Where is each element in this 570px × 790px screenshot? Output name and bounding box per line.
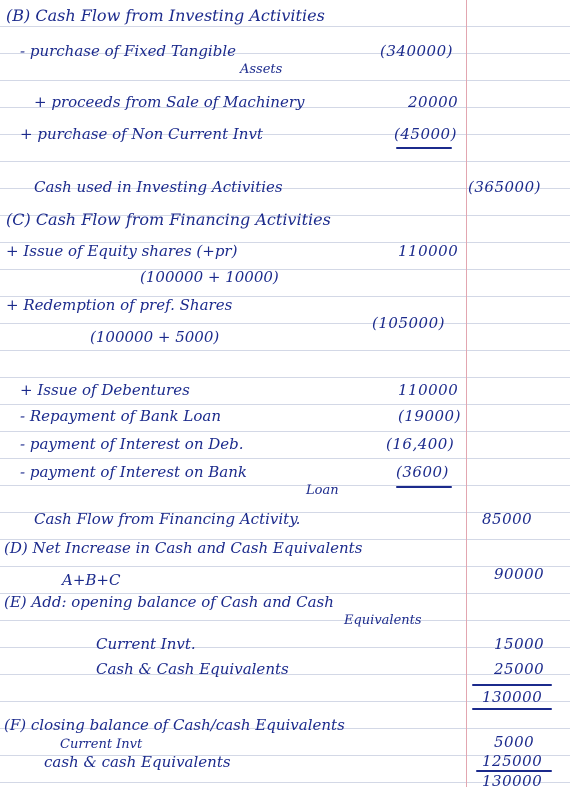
section-c-heading: (C) Cash Flow from Financing Activities xyxy=(6,210,331,229)
section-f-line2-text: cash & cash Equivalents xyxy=(44,753,231,771)
section-b-line1-sub: Assets xyxy=(240,62,283,77)
section-c-line1-sub: (100000 + 10000) xyxy=(140,268,279,286)
section-b-underline xyxy=(396,147,452,149)
section-e-line2-text: Cash & Cash Equivalents xyxy=(96,660,289,678)
section-b-line2-value: 20000 xyxy=(408,93,459,111)
section-c-line4-text: - Repayment of Bank Loan xyxy=(20,407,222,425)
section-c-line2-text: + Redemption of pref. Shares xyxy=(6,296,233,314)
section-c-line2-sub: (100000 + 5000) xyxy=(90,328,220,346)
section-c-line1-text: + Issue of Equity shares (+pr) xyxy=(6,242,238,260)
section-b-total-text: Cash used in Investing Activities xyxy=(34,178,283,196)
section-c-line6-sub: Loan xyxy=(306,483,339,498)
section-b-line2-text: + proceeds from Sale of Machinery xyxy=(34,93,305,111)
section-c-line5-text: - payment of Interest on Deb. xyxy=(20,435,244,453)
section-c-total-text: Cash Flow from Financing Activity. xyxy=(34,510,301,528)
section-e-line1-text: Current Invt. xyxy=(96,635,196,653)
section-e-rule-top xyxy=(472,684,552,686)
section-c-line1-value: 110000 xyxy=(398,242,459,260)
section-e-heading-sub: Equivalents xyxy=(344,613,422,628)
section-c-underline xyxy=(396,486,452,488)
section-b-line3-value: (45000) xyxy=(394,125,457,143)
section-e-heading: (E) Add: opening balance of Cash and Cash xyxy=(4,593,334,611)
section-c-line3-text: + Issue of Debentures xyxy=(20,381,190,399)
section-f-line2-value: 125000 xyxy=(482,752,543,770)
section-d-value: 90000 xyxy=(494,565,545,583)
section-d-formula: A+B+C xyxy=(62,571,121,589)
section-c-line4-value: (19000) xyxy=(398,407,461,425)
section-e-rule-bottom xyxy=(472,708,552,710)
section-c-line6-text: - payment of Interest on Bank xyxy=(20,463,247,481)
section-f-line1-text: Current Invt xyxy=(60,737,143,752)
section-f-total-value: 130000 xyxy=(482,772,543,790)
section-e-line1-value: 15000 xyxy=(494,635,545,653)
section-b-total-value: (365000) xyxy=(468,178,541,196)
section-c-line6-value: (3600) xyxy=(396,463,449,481)
section-c-line3-value: 110000 xyxy=(398,381,459,399)
section-e-line2-value: 25000 xyxy=(494,660,545,678)
section-c-line2-value: (105000) xyxy=(372,314,445,332)
section-b-line3-text: + purchase of Non Current Invt xyxy=(20,125,263,143)
section-b-line1-value: (340000) xyxy=(380,42,453,60)
section-c-line5-value: (16,400) xyxy=(386,435,455,453)
section-f-line1-value: 5000 xyxy=(494,733,535,751)
section-b-heading: (B) Cash Flow from Investing Activities xyxy=(6,6,325,25)
section-f-heading: (F) closing balance of Cash/cash Equivalents xyxy=(4,716,345,734)
section-e-total-value: 130000 xyxy=(482,688,543,706)
section-b-line1-text: - purchase of Fixed Tangible xyxy=(20,42,236,60)
section-c-total-value: 85000 xyxy=(482,510,533,528)
margin-line xyxy=(466,0,467,787)
section-d-heading: (D) Net Increase in Cash and Cash Equivalents xyxy=(4,539,363,557)
